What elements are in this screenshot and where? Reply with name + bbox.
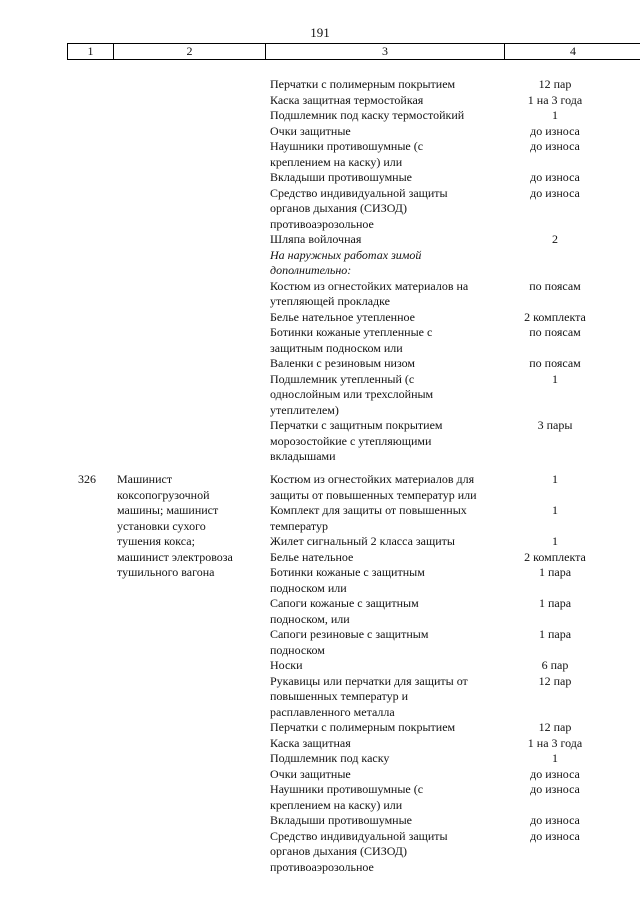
block1-descriptions bbox=[270, 77, 500, 465]
item-description-line: подноском, или bbox=[270, 611, 350, 626]
item-quantity: 1 на 3 года bbox=[527, 92, 583, 107]
item-description-line: креплением на каску) или bbox=[270, 797, 403, 812]
item-quantity bbox=[500, 155, 610, 171]
item-quantity: до износа bbox=[530, 782, 580, 796]
item-description-line: повышенных температур и bbox=[270, 689, 409, 703]
item-quantity bbox=[500, 860, 610, 876]
item-description-line: Рукавицы или перчатки для защиты от bbox=[270, 673, 468, 688]
item-quantity: 12 пар bbox=[538, 77, 572, 91]
item-description-line: На наружных работах зимой bbox=[270, 247, 422, 262]
item-quantity bbox=[500, 403, 610, 419]
occupation-line: коксопогрузочной bbox=[117, 487, 210, 502]
item-quantity: 2 комплекта bbox=[524, 309, 586, 324]
item-description-line: Вкладыши противошумные bbox=[270, 170, 412, 184]
item-description-line: Каска защитная bbox=[270, 735, 351, 750]
item-description-line: Средство индивидуальной защиты bbox=[270, 185, 448, 200]
item-quantity bbox=[500, 488, 610, 504]
block2-descriptions bbox=[270, 472, 500, 875]
item-quantity: 2 комплекта bbox=[524, 549, 586, 564]
row-number: 326 bbox=[78, 472, 96, 486]
item-quantity bbox=[500, 689, 610, 705]
item-description-line: Шляпа войлочная bbox=[270, 232, 362, 246]
item-description-line: утеплителем) bbox=[270, 402, 339, 417]
item-quantity bbox=[500, 798, 610, 814]
occupation-line: установки сухого bbox=[117, 518, 206, 533]
item-quantity bbox=[500, 341, 610, 357]
item-description-line: Подшлемник утепленный (с bbox=[270, 371, 415, 386]
item-description-line: подноском bbox=[270, 642, 325, 657]
item-quantity: 1 bbox=[552, 751, 558, 765]
item-quantity: 1 bbox=[552, 371, 558, 386]
item-description-line: Вкладыши противошумные bbox=[270, 813, 412, 827]
table-header-row bbox=[67, 43, 640, 60]
item-description-line: дополнительно: bbox=[270, 263, 352, 277]
item-quantity: до износа bbox=[530, 828, 580, 843]
item-description-line: морозостойкие с утепляющими bbox=[270, 433, 432, 448]
item-description-line: Перчатки с полимерным покрытием bbox=[270, 77, 456, 91]
item-quantity: 1 bbox=[552, 503, 558, 517]
item-quantity: до износа bbox=[530, 185, 580, 200]
item-quantity bbox=[500, 248, 610, 264]
item-description-line: Ботинки кожаные с защитным bbox=[270, 565, 425, 579]
occupation-line: машины; машинист bbox=[117, 503, 219, 517]
item-quantity: 1 bbox=[552, 534, 558, 548]
item-description-line: органов дыхания (СИЗОД) bbox=[270, 201, 407, 215]
item-quantity bbox=[500, 519, 610, 535]
item-quantity: до износа bbox=[530, 766, 580, 781]
item-description-line: защитным подноском или bbox=[270, 340, 403, 355]
item-quantity: 1 пара bbox=[538, 627, 572, 641]
item-quantity bbox=[500, 449, 610, 465]
item-description-line: Сапоги резиновые с защитным bbox=[270, 627, 429, 641]
occupation-line: тушильного вагона bbox=[117, 565, 215, 579]
item-quantity: 1 пара bbox=[538, 596, 572, 610]
page-number: 191 bbox=[310, 25, 330, 40]
item-description-line: Очки защитные bbox=[270, 766, 351, 781]
item-quantity: 2 bbox=[552, 232, 558, 246]
item-quantity: 1 bbox=[552, 472, 558, 486]
item-quantity bbox=[500, 294, 610, 310]
block1-quantities bbox=[500, 77, 610, 465]
item-description-line: Жилет сигнальный 2 класса защиты bbox=[270, 534, 455, 548]
item-description-line: Носки bbox=[270, 658, 303, 672]
item-quantity: 1 пара bbox=[538, 565, 572, 579]
item-quantity bbox=[500, 201, 610, 217]
item-quantity bbox=[500, 705, 610, 721]
occupation-line: тушения кокса; bbox=[117, 534, 195, 548]
item-description-line: органов дыхания (СИЗОД) bbox=[270, 844, 407, 858]
item-description-line: Наушники противошумные (с bbox=[270, 139, 424, 153]
item-description-line: Костюм из огнестойких материалов для bbox=[270, 472, 475, 486]
item-description-line: Очки защитные bbox=[270, 123, 351, 138]
item-description-line: Комплект для защиты от повышенных bbox=[270, 503, 467, 517]
header-col-1: 1 bbox=[68, 44, 114, 59]
item-description-line: противоаэрозольное bbox=[270, 216, 374, 231]
item-quantity: до износа bbox=[530, 813, 580, 827]
item-quantity bbox=[500, 434, 610, 450]
item-description-line: Каска защитная термостойкая bbox=[270, 92, 424, 107]
item-description-line: Наушники противошумные (с bbox=[270, 782, 424, 796]
item-description-line: защиты от повышенных температур или bbox=[270, 487, 477, 502]
occupation-line: машинист электровоза bbox=[117, 549, 233, 564]
item-quantity: по поясам bbox=[529, 325, 581, 339]
item-quantity: до износа bbox=[530, 123, 580, 138]
item-quantity bbox=[500, 581, 610, 597]
item-quantity bbox=[500, 217, 610, 233]
item-quantity: по поясам bbox=[529, 278, 581, 293]
occupation-cell bbox=[117, 472, 233, 581]
item-description-line: Подшлемник под каску bbox=[270, 751, 390, 765]
item-description-line: Перчатки с полимерным покрытием bbox=[270, 720, 456, 734]
item-quantity bbox=[500, 643, 610, 659]
block2-quantities bbox=[500, 472, 610, 875]
item-quantity: до износа bbox=[530, 139, 580, 153]
item-description-line: Валенки с резиновым низом bbox=[270, 356, 416, 370]
item-description-line: Перчатки с защитным покрытием bbox=[270, 418, 443, 432]
item-quantity: 3 пары bbox=[537, 418, 573, 432]
item-description-line: Белье нательное утепленное bbox=[270, 309, 415, 324]
item-quantity: 6 пар bbox=[541, 658, 569, 672]
item-description-line: Костюм из огнестойких материалов на bbox=[270, 278, 469, 293]
item-quantity: до износа bbox=[530, 170, 580, 184]
item-quantity bbox=[500, 263, 610, 279]
item-description-line: вкладышами bbox=[270, 449, 336, 463]
item-description-line: Ботинки кожаные утепленные с bbox=[270, 325, 433, 339]
item-description-line: противоаэрозольное bbox=[270, 859, 374, 874]
item-description-line: креплением на каску) или bbox=[270, 154, 403, 169]
item-description-line: Средство индивидуальной защиты bbox=[270, 828, 448, 843]
item-description-line: подноском или bbox=[270, 580, 347, 595]
item-description-line: температур bbox=[270, 518, 329, 533]
item-quantity: 1 на 3 года bbox=[527, 735, 583, 750]
occupation-line: Машинист bbox=[117, 472, 173, 486]
item-description-line: Сапоги кожаные с защитным bbox=[270, 596, 419, 610]
item-description-line: расплавленного металла bbox=[270, 704, 395, 719]
header-col-4: 4 bbox=[570, 44, 576, 58]
item-quantity: 12 пар bbox=[538, 673, 572, 688]
item-description-line: утепляющей прокладке bbox=[270, 294, 390, 308]
item-quantity: по поясам bbox=[529, 356, 581, 370]
item-quantity bbox=[500, 387, 610, 403]
item-quantity bbox=[500, 844, 610, 860]
header-col-2: 2 bbox=[114, 44, 266, 59]
item-description-line: Белье нательное bbox=[270, 549, 354, 564]
header-col-3: 3 bbox=[266, 44, 505, 59]
item-description-line: однослойным или трехслойным bbox=[270, 387, 434, 401]
item-quantity: 12 пар bbox=[538, 720, 572, 734]
item-quantity bbox=[500, 612, 610, 628]
item-description-line: Подшлемник под каску термостойкий bbox=[270, 108, 465, 122]
item-quantity: 1 bbox=[552, 108, 558, 122]
